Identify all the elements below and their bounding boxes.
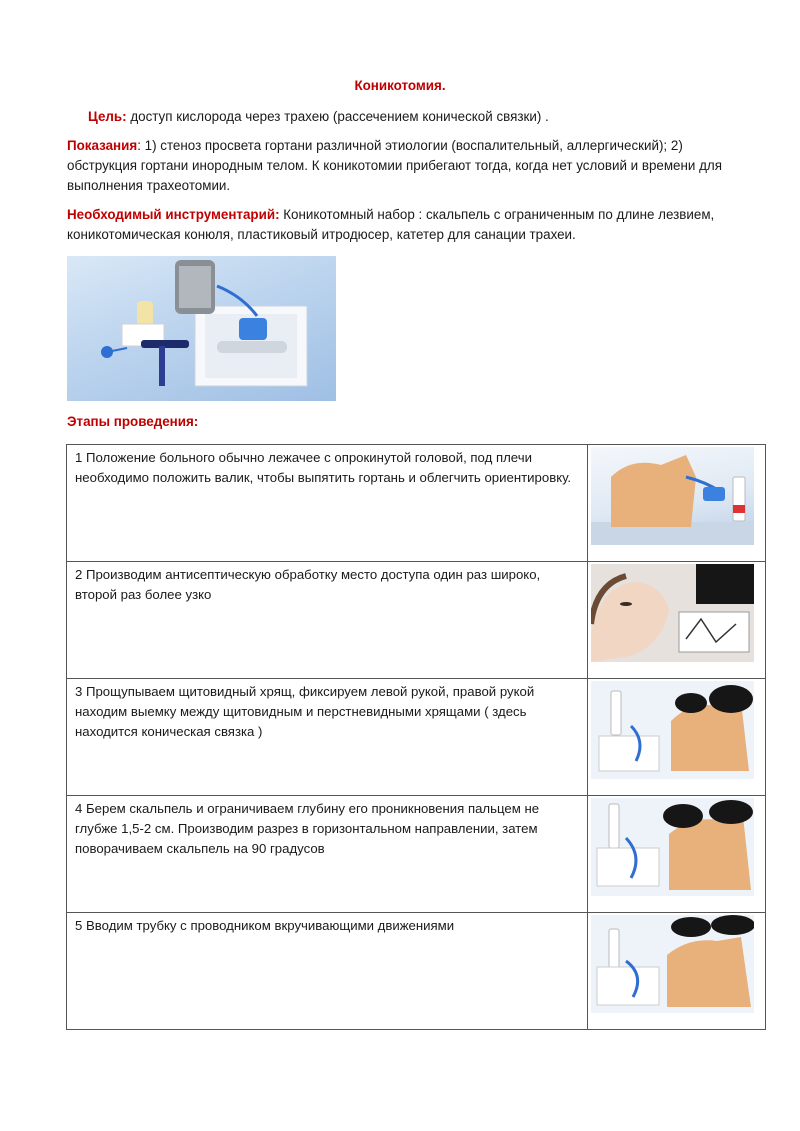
step-1-photo <box>591 447 754 545</box>
step-5-text: 5 Вводим трубку с проводником вкручивающими движениями <box>67 913 588 1030</box>
step-2-text: 2 Производим антисептическую обработку место доступа один раз широко, второй раз более узко <box>67 562 588 679</box>
step-3-text: 3 Прощупываем щитовидный хрящ, фиксируем левой рукой, правой рукой находим выемку между щитовидным и перстневидными хрящами ( здесь находится коническая связка ) <box>67 679 588 796</box>
goal-label: Цель: <box>88 109 127 124</box>
table-row <box>67 913 766 1030</box>
table-row <box>67 679 766 796</box>
indications-paragraph <box>67 136 747 196</box>
goal-text: доступ кислорода через трахею (рассечением конической связки) . <box>126 109 549 124</box>
step-1-text: 1 Положение больного обычно лежачее с опрокинутой головой, под плечи необходимо положить валик, чтобы выпятить гортань и облегчить ориентировку. <box>67 445 588 562</box>
instruments-label: Необходимый инструментарий: <box>67 207 280 222</box>
instruments-text: Коникотомный набор : скальпель с ограниченным по длине лезвием, коникотомическая конюля, пластиковый итродюсер, катетер для санации трахеи. <box>67 207 715 242</box>
table-row <box>67 562 766 679</box>
page-title: Коникотомия. <box>354 78 446 93</box>
table-row <box>67 445 766 562</box>
conicotomy-kit-photo <box>67 256 336 401</box>
step-5-photo <box>591 915 754 1013</box>
step-3-photo <box>591 681 754 779</box>
table-row <box>67 796 766 913</box>
step-2-photo <box>591 564 754 662</box>
instruments-paragraph <box>67 205 747 245</box>
stages-table <box>66 444 766 1030</box>
indications-label: Показания <box>67 138 138 153</box>
indications-text: : 1) стеноз просвета гортани различной этиологии (воспалительный, аллергический); 2) обструкция гортани инородным телом. К коникотомии прибегают тогда, когда нет условий и времени для выполнения трахеотомии. <box>67 138 722 193</box>
step-4-text: 4 Берем скальпель и ограничиваем глубину его проникновения пальцем не глубже 1,5-2 см. Производим разрез в горизонтальном направлении, затем поворачиваем скальпель на 90 градусов <box>67 796 588 913</box>
stages-heading: Этапы проведения: <box>67 414 199 429</box>
goal-paragraph <box>88 107 748 127</box>
step-4-photo <box>591 798 754 896</box>
